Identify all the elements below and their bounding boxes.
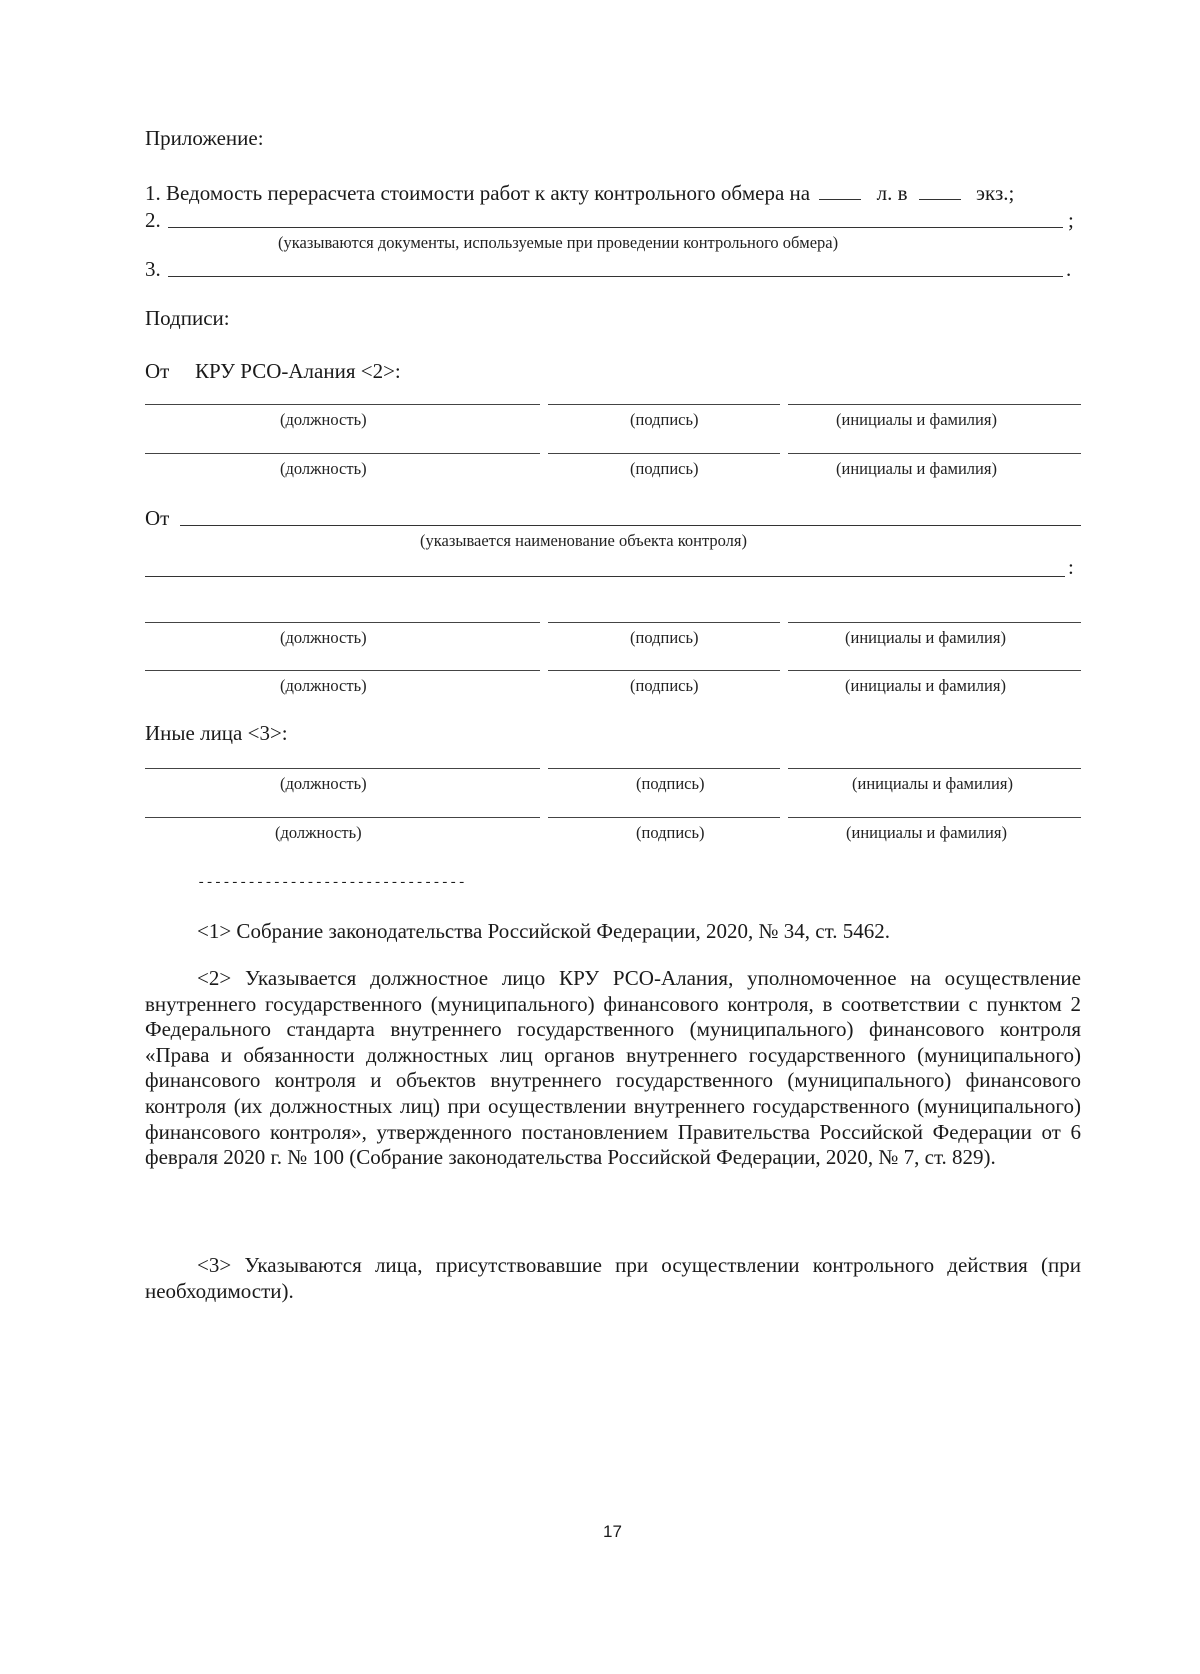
kru-from-label: От xyxy=(145,359,170,383)
appendix-title: Приложение: xyxy=(145,126,264,150)
appendix-item-2-number: 2. xyxy=(145,208,161,232)
appendix-item-1 xyxy=(145,180,1014,206)
appendix-item-3-number: 3. xyxy=(145,257,161,281)
others-row-2-position-line xyxy=(145,817,540,818)
kru-org-name: КРУ РСО-Алания <2>: xyxy=(195,359,401,383)
appendix-item-1-text: 1. Ведомость перерасчета стоимости работ к акту контрольного обмера на xyxy=(145,181,811,205)
appendix-item-3-line xyxy=(168,276,1063,277)
object-row-1-name-caption: (инициалы и фамилия) xyxy=(845,628,1006,647)
kru-row-1-name-line xyxy=(788,404,1081,405)
object-row-1-signature-line xyxy=(548,622,780,623)
object-row-1-position-line xyxy=(145,622,540,623)
others-row-2-signature-line xyxy=(548,817,780,818)
object-name-line-end: : xyxy=(1068,555,1074,579)
kru-row-2-name-caption: (инициалы и фамилия) xyxy=(836,459,997,478)
kru-row-2-position-caption: (должность) xyxy=(280,459,367,478)
object-row-2-name-caption: (инициалы и фамилия) xyxy=(845,676,1006,695)
footnote-1: <1> Собрание законодательства Российской Федерации, 2020, № 34, ст. 5462. xyxy=(197,919,890,943)
others-row-1-position-line xyxy=(145,768,540,769)
kru-row-2-signature-line xyxy=(548,453,780,454)
kru-row-1-signature-caption: (подпись) xyxy=(630,410,699,429)
object-row-2-signature-line xyxy=(548,670,780,671)
kru-row-1-position-caption: (должность) xyxy=(280,410,367,429)
object-name-line-1 xyxy=(180,525,1081,526)
others-row-2-name-caption: (инициалы и фамилия) xyxy=(846,823,1007,842)
object-row-1-name-line xyxy=(788,622,1081,623)
appendix-item-1-pages-unit: л. в xyxy=(876,181,908,205)
appendix-item-3-end: . xyxy=(1066,257,1072,281)
object-name-caption: (указывается наименование объекта контроля) xyxy=(420,531,747,550)
appendix-item-1-copies-unit: экз.; xyxy=(976,181,1015,205)
object-row-1-signature-caption: (подпись) xyxy=(630,628,699,647)
kru-row-1-position-line xyxy=(145,404,540,405)
kru-row-2-signature-caption: (подпись) xyxy=(630,459,699,478)
others-row-1-name-line xyxy=(788,768,1081,769)
object-row-2-signature-caption: (подпись) xyxy=(630,676,699,695)
object-from-label: От xyxy=(145,506,170,530)
copies-count-blank xyxy=(919,181,961,200)
footnote-2: <2> Указывается должностное лицо КРУ РСО-Алания, уполномоченное на осуществление внутреннего государственного (муниципального) финансового контроля, в соответствии с пунктом 2 Федерального стандарта внутреннего государственного (муниципального) финансового контроля «Права и обязанности должностных лиц органов внутреннего государственного (муниципального) финансового контроля и объектов внутреннего государственного (муниципального) финансового контроля (их должностных лиц) при осуществлении внутреннего государственного (муниципального) финансового контроля», утвержденного постановлением Правительства Российской Федерации от 6 февраля 2020 г. № 100 (Собрание законодательства Российской Федерации, 2020, № 7, ст. 829). xyxy=(145,966,1081,1170)
others-row-1-name-caption: (инициалы и фамилия) xyxy=(852,774,1013,793)
others-row-1-position-caption: (должность) xyxy=(280,774,367,793)
object-name-line-2 xyxy=(145,576,1065,577)
kru-row-1-signature-line xyxy=(548,404,780,405)
others-label: Иные лица <3>: xyxy=(145,721,288,745)
object-row-2-position-caption: (должность) xyxy=(280,676,367,695)
object-row-2-name-line xyxy=(788,670,1081,671)
kru-row-1-name-caption: (инициалы и фамилия) xyxy=(836,410,997,429)
page-number: 17 xyxy=(603,1522,622,1541)
kru-row-2-position-line xyxy=(145,453,540,454)
appendix-item-2-line xyxy=(168,227,1063,228)
object-row-1-position-caption: (должность) xyxy=(280,628,367,647)
others-row-1-signature-caption: (подпись) xyxy=(636,774,705,793)
kru-row-2-name-line xyxy=(788,453,1081,454)
footnote-separator: -------------------------------- xyxy=(197,875,466,891)
others-row-1-signature-line xyxy=(548,768,780,769)
appendix-item-2-end: ; xyxy=(1068,208,1074,232)
others-row-2-signature-caption: (подпись) xyxy=(636,823,705,842)
appendix-item-2-caption: (указываются документы, используемые при проведении контрольного обмера) xyxy=(278,233,839,252)
object-row-2-position-line xyxy=(145,670,540,671)
others-row-2-name-line xyxy=(788,817,1081,818)
signatures-title: Подписи: xyxy=(145,306,230,330)
footnote-3: <3> Указываются лица, присутствовавшие при осуществлении контрольного действия (при необходимости). xyxy=(145,1253,1081,1303)
others-row-2-position-caption: (должность) xyxy=(275,823,362,842)
pages-count-blank xyxy=(819,181,861,200)
